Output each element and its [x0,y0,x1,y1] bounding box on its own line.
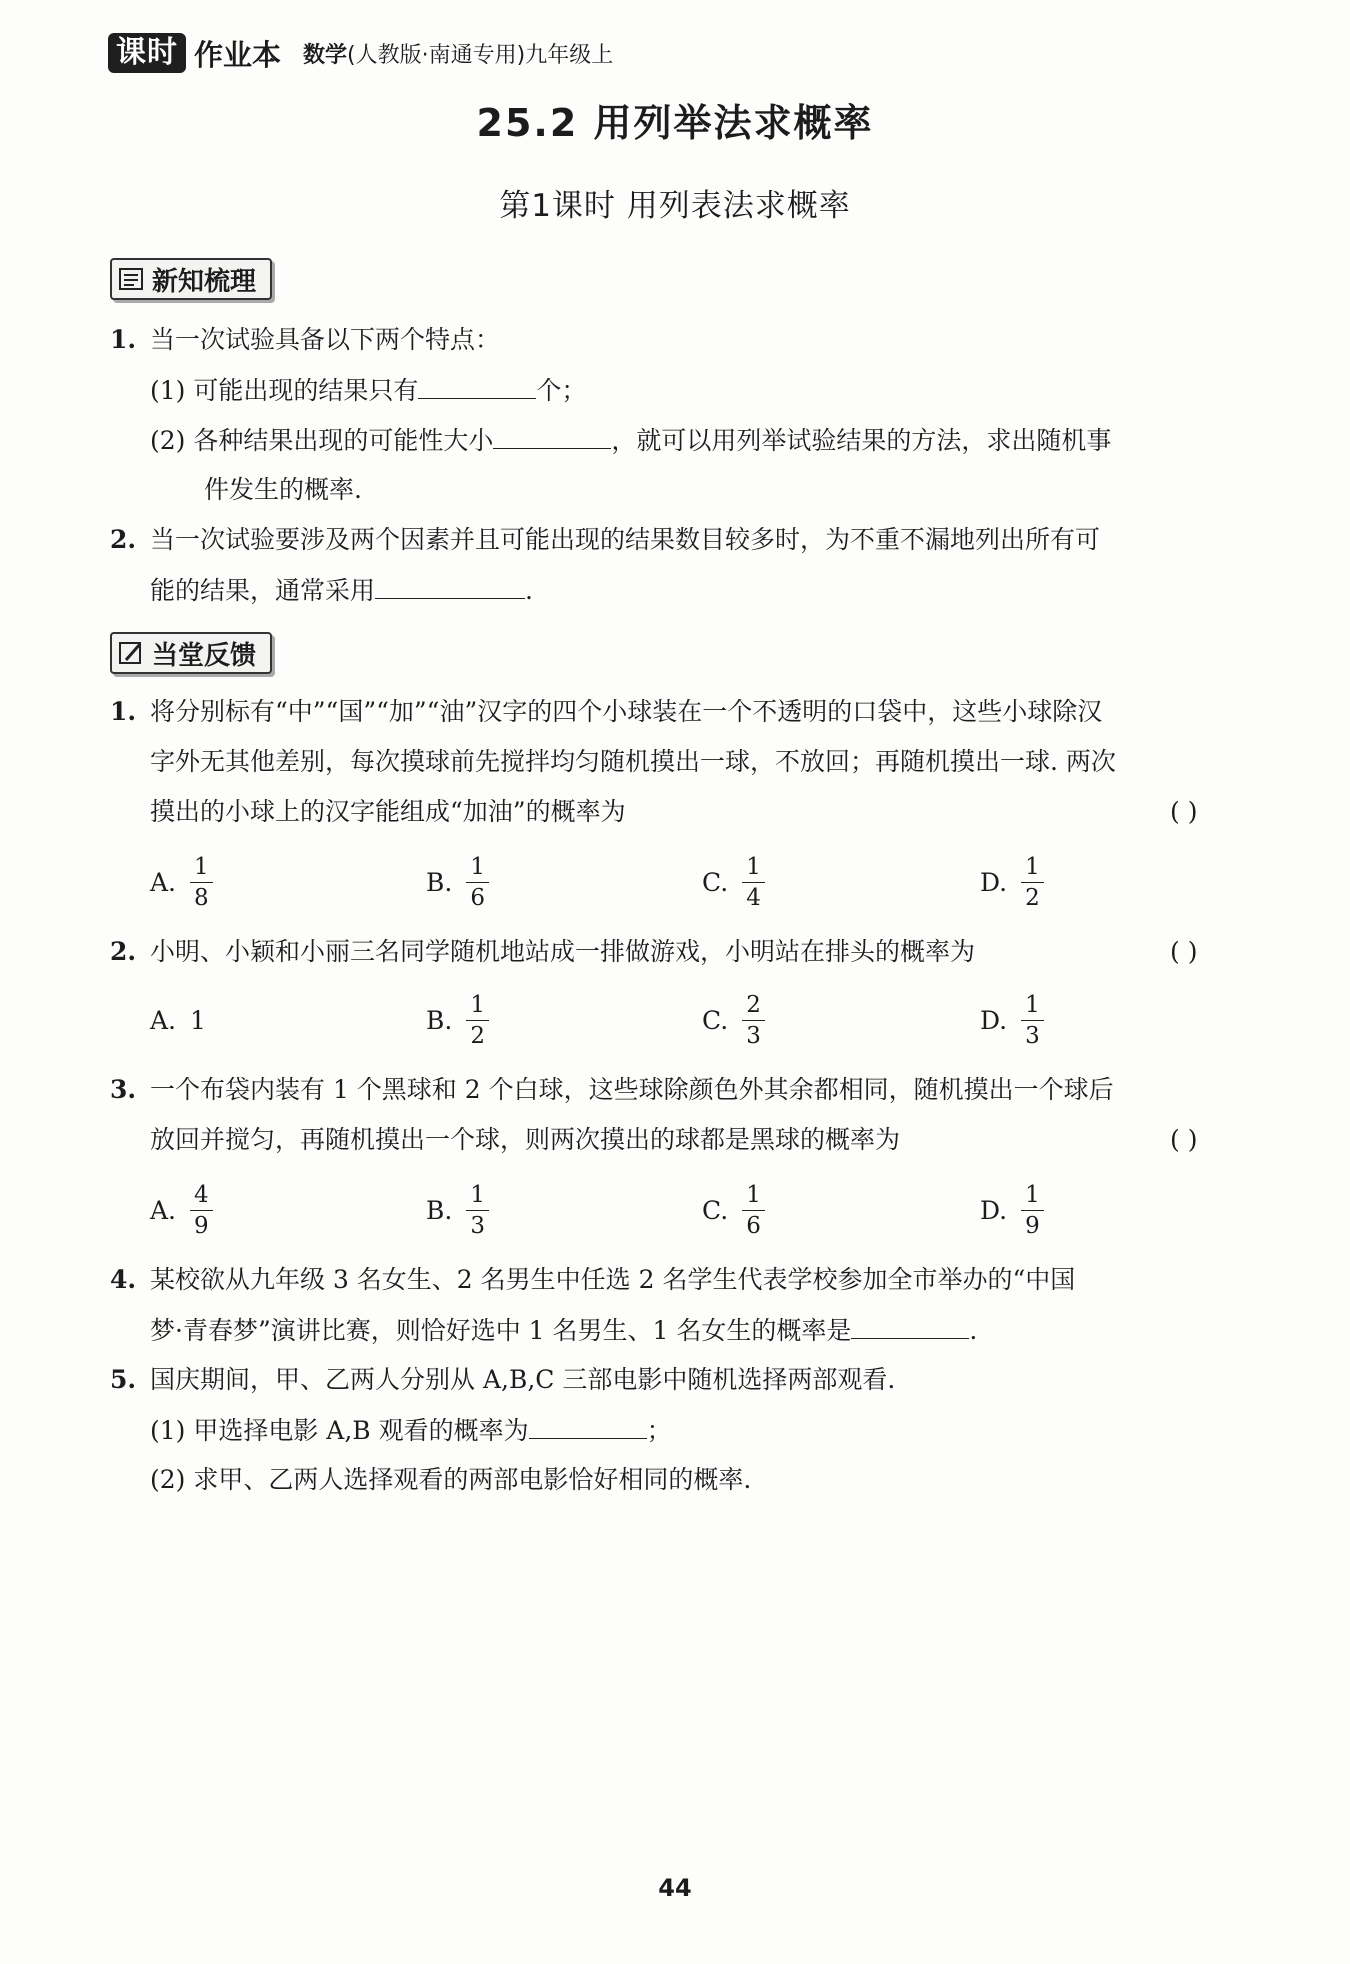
question-number: 1. [110,697,137,726]
numerator: 4 [194,1181,209,1208]
question-text: . [969,1316,978,1345]
fraction [190,854,213,911]
sub-question-text: (2) 求甲、乙两人选择观看的两部电影恰好相同的概率. [150,1465,752,1494]
question-text [150,1312,977,1349]
numerator: 1 [1025,853,1040,880]
option-b[interactable] [426,852,489,912]
page-header [108,30,613,76]
fraction [1021,992,1044,1049]
question-text: 字外无其他差别，每次摸球前先搅拌均匀随机摸出一球，不放回；再随机摸出一球. 两次 [150,747,1116,776]
numerator: 1 [746,853,761,880]
option-label: B. [426,867,453,897]
question-text: 放回并搅匀，再随机摸出一个球，则两次摸出的球都是黑球的概率为 [150,1125,901,1154]
sub-question [150,1412,672,1449]
numerator: 1 [470,853,485,880]
question-text: 当一次试验要涉及两个因素并且可能出现的结果数目较多时，为不重不漏地列出所有可 [150,525,1101,554]
option-value: 1 [190,1005,206,1035]
sub-question [150,422,1111,459]
option-label: D. [980,867,1008,897]
denominator: 2 [466,1020,489,1049]
answer-blank[interactable] [493,422,611,449]
numerator: 1 [194,853,209,880]
denominator: 3 [1021,1020,1044,1049]
section-label: 当堂反馈 [152,640,257,671]
option-d[interactable] [980,1180,1044,1240]
denominator: 9 [1021,1210,1044,1239]
option-label: A. [150,1195,177,1225]
answer-paren[interactable]: ( ) [1170,937,1198,966]
section-badge-new-knowledge [110,258,272,300]
sub-question-text: ； [646,1416,672,1445]
question-number: 2. [110,525,137,554]
numerator: 1 [746,1181,761,1208]
question-text: 某校欲从九年级 3 名女生、2 名男生中任选 2 名学生代表学校参加全市举办的“中国 [150,1265,1076,1294]
section-label: 新知梳理 [152,266,257,297]
question-text: 摸出的小球上的汉字能组成“加油”的概率为 [150,797,626,826]
option-c[interactable] [702,1180,765,1240]
sub-question [150,372,586,409]
answer-blank[interactable] [375,572,525,599]
book-icon [118,266,144,292]
question-text: 能的结果，通常采用 [150,576,376,605]
answer-paren[interactable]: ( ) [1170,797,1198,826]
denominator: 9 [190,1210,213,1239]
sub-question-text: ，就可以用列举试验结果的方法，求出随机事 [611,426,1112,455]
denominator: 3 [742,1020,765,1049]
numerator: 1 [1025,1181,1040,1208]
sub-question-text: (2) 各种结果出现的可能性大小 [150,426,494,455]
fraction [742,854,765,911]
numerator: 1 [470,1181,485,1208]
fraction [1021,1182,1044,1239]
pencil-notepad-icon [118,640,144,666]
answer-paren[interactable]: ( ) [1170,1125,1198,1154]
fraction [190,1182,213,1239]
option-label: C. [702,1005,729,1035]
denominator: 6 [742,1210,765,1239]
question-text: 梦·青春梦”演讲比赛，则恰好选中 1 名男生、1 名女生的概率是 [150,1316,852,1345]
question-number: 2. [110,937,137,966]
question-text: . [525,576,533,605]
fraction [466,854,489,911]
subject-name: 数学 [303,42,348,68]
sub-question-text: (1) 甲选择电影 A,B 观看的概率为 [150,1416,529,1445]
denominator: 6 [466,882,489,911]
option-label: B. [426,1195,453,1225]
answer-blank[interactable] [529,1412,647,1439]
series-brand: 作业本 [194,37,282,72]
option-d[interactable] [980,852,1044,912]
fraction [466,992,489,1049]
question-number: 4. [110,1265,137,1294]
answer-blank[interactable] [418,372,536,399]
option-c[interactable] [702,990,765,1050]
numerator: 1 [470,991,485,1018]
question-number: 3. [110,1075,137,1104]
subject-label [303,38,613,69]
question-text: 当一次试验具备以下两个特点： [150,325,501,354]
option-label: C. [702,867,729,897]
fraction [466,1182,489,1239]
question-text [150,572,533,609]
question-text: 将分别标有“中”“国”“加”“油”汉字的四个小球装在一个不透明的口袋中，这些小球除汉 [150,697,1103,726]
question-number: 1. [110,325,137,354]
option-label: A. [150,1005,177,1035]
section-badge-class-feedback [110,632,272,674]
option-label: B. [426,1005,453,1035]
option-label: A. [150,867,177,897]
denominator: 4 [742,882,765,911]
option-a[interactable] [150,852,213,912]
section-title: 25.2 用列举法求概率 [476,101,874,145]
sub-question-text: (1) 可能出现的结果只有 [150,376,419,405]
option-b[interactable] [426,990,489,1050]
fraction [742,1182,765,1239]
page-number: 44 [658,1874,692,1902]
question-number: 5. [110,1365,137,1394]
question-text: 件发生的概率. [204,475,362,504]
answer-blank[interactable] [851,1312,969,1339]
option-a[interactable] [150,990,206,1050]
subject-edition: (人教版·南通专用)九年级上 [347,42,614,68]
numerator: 2 [746,991,761,1018]
option-c[interactable] [702,852,765,912]
question-text: 小明、小颖和小丽三名同学随机地站成一排做游戏，小明站在排头的概率为 [150,937,976,966]
option-label: D. [980,1005,1008,1035]
question-text: 国庆期间，甲、乙两人分别从 A,B,C 三部电影中随机选择两部观看. [150,1365,896,1394]
fraction [1021,854,1044,911]
option-a[interactable] [150,1180,213,1240]
denominator: 8 [190,882,213,911]
option-b[interactable] [426,1180,489,1240]
denominator: 2 [1021,882,1044,911]
option-label: D. [980,1195,1008,1225]
option-d[interactable] [980,990,1044,1050]
series-logo: 课时 [108,33,186,73]
fraction [742,992,765,1049]
question-text: 一个布袋内装有 1 个黑球和 2 个白球，这些球除颜色外其余都相同，随机摸出一个球后 [150,1075,1114,1104]
option-label: C. [702,1195,729,1225]
sub-question-text: 个； [536,376,587,405]
lesson-title: 第1课时 用列表法求概率 [499,188,851,224]
numerator: 1 [1025,991,1040,1018]
denominator: 3 [466,1210,489,1239]
